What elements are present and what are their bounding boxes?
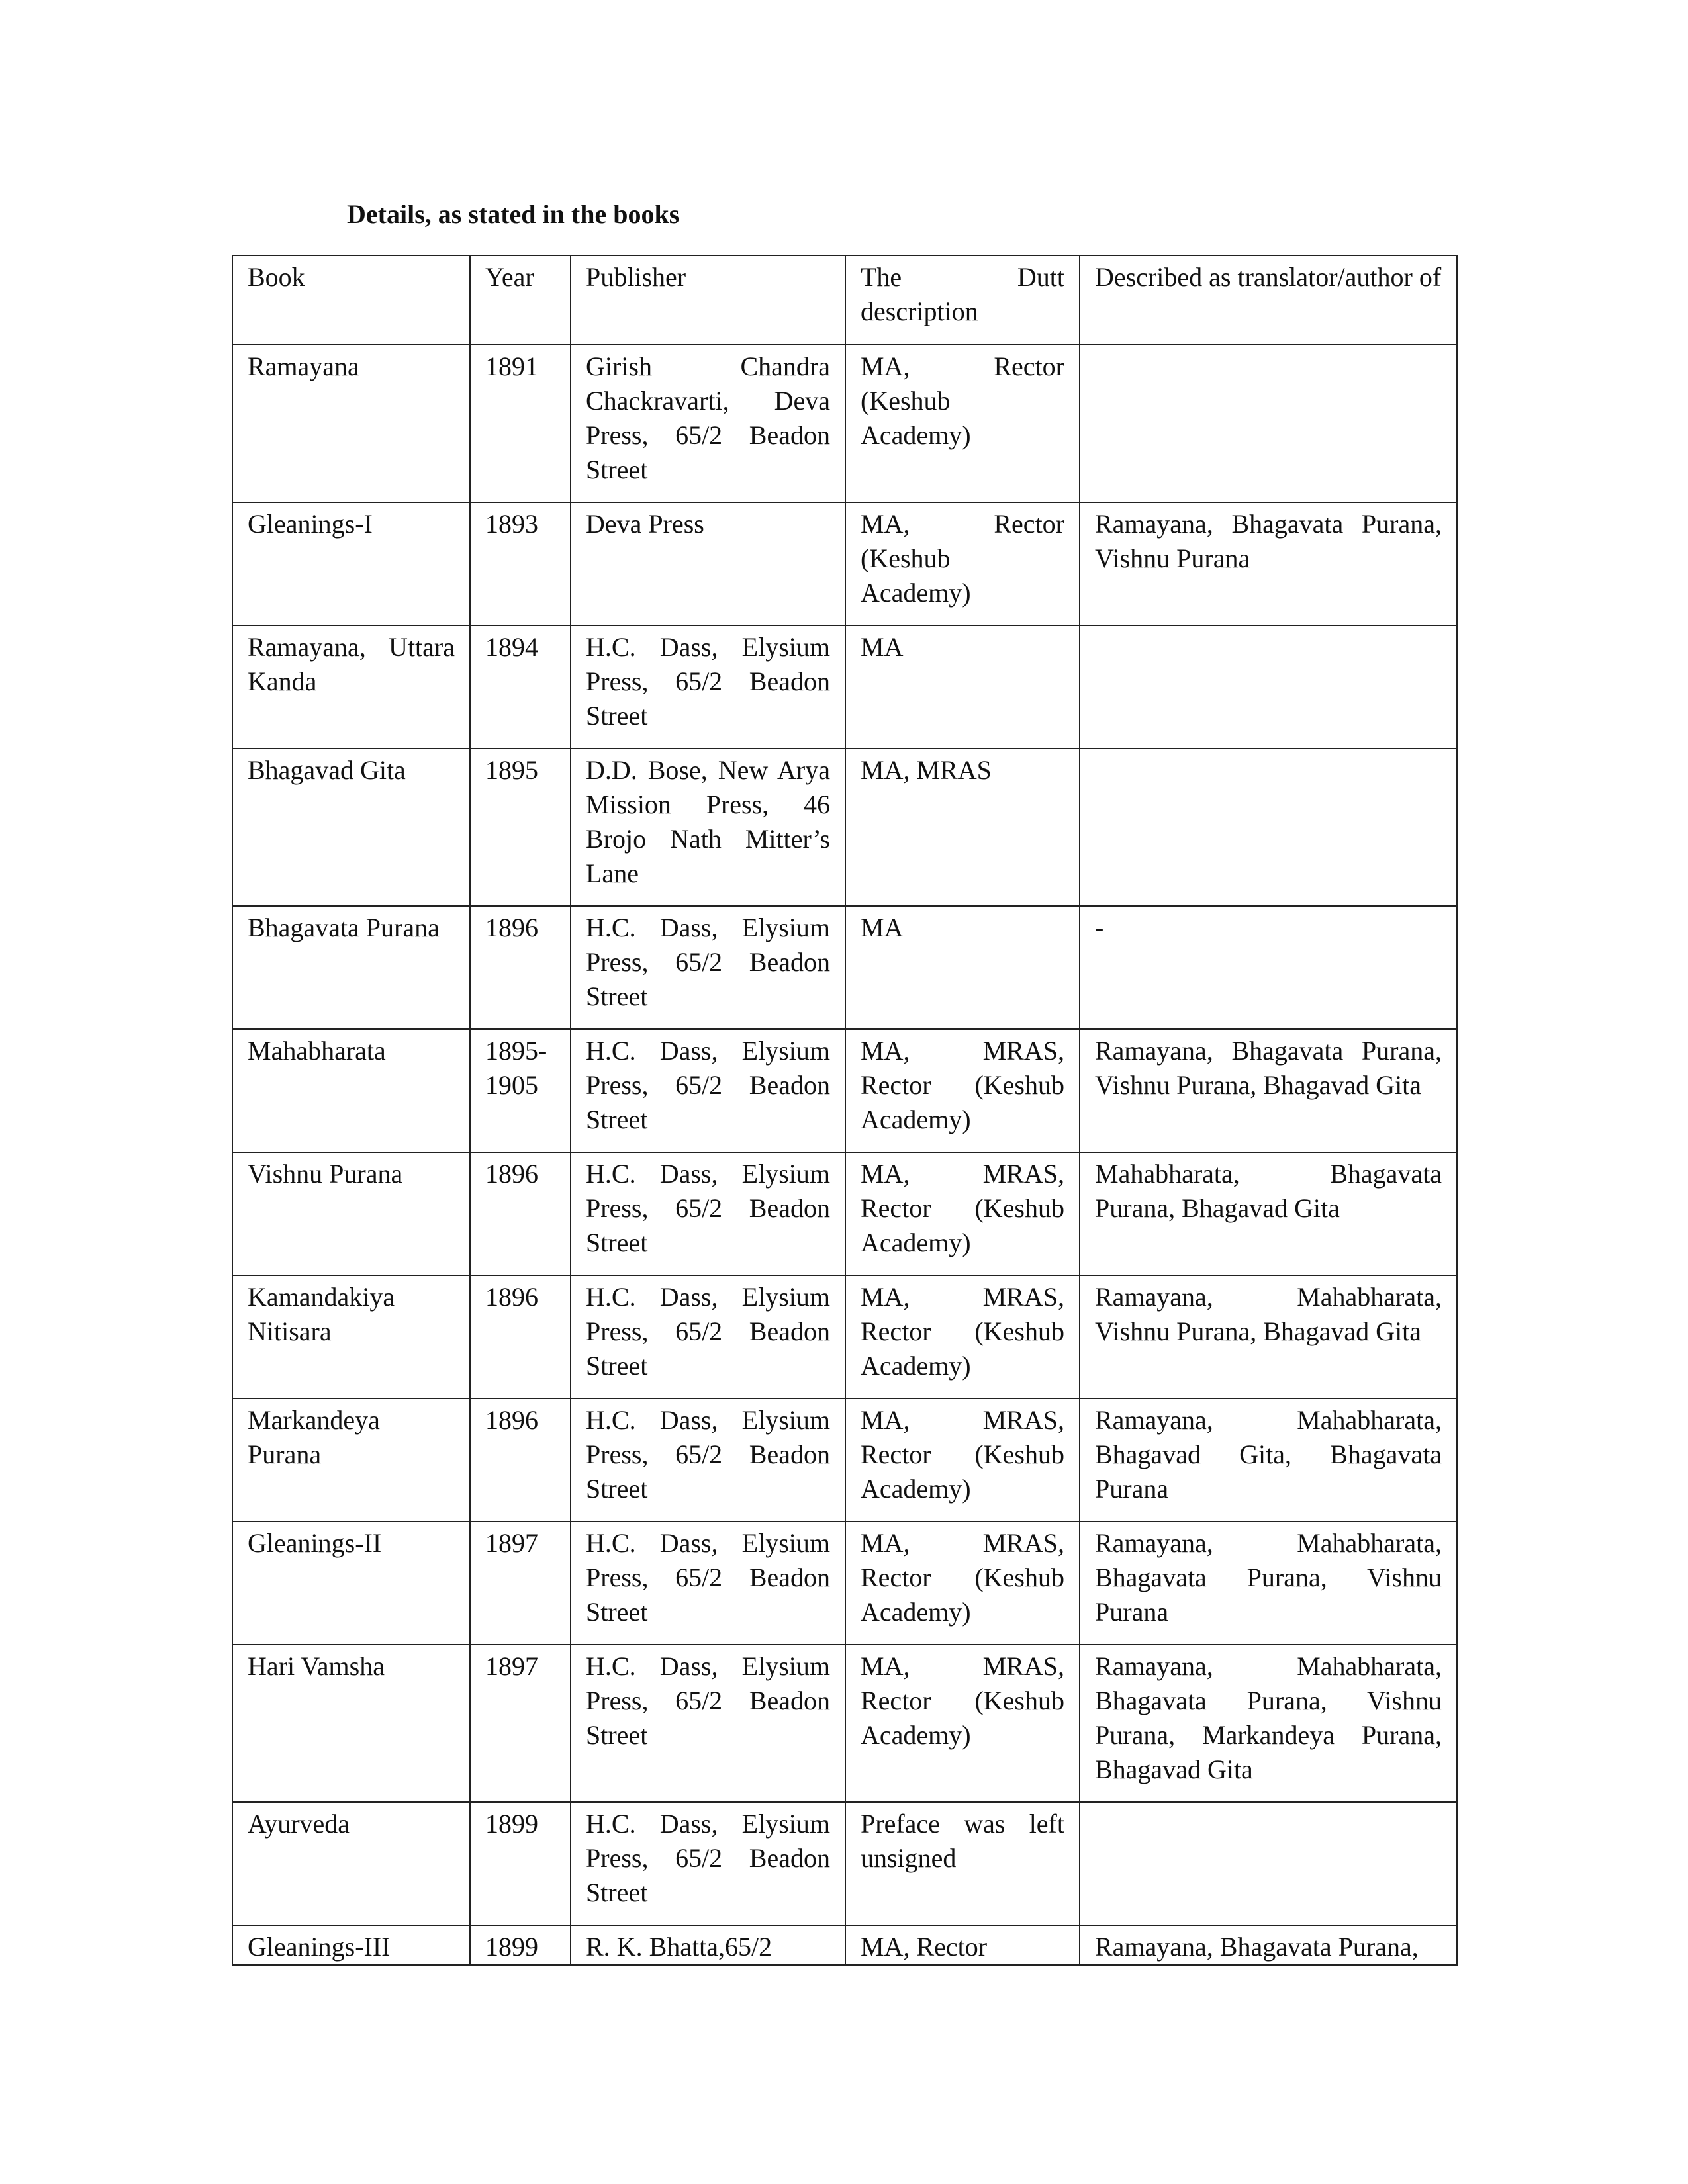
cell-publisher: R. K. Bhatta,65/2 [571,1925,845,1965]
cell-book: Ayurveda [232,1802,470,1925]
cell-year: 1895-1905 [470,1029,571,1152]
header-publisher: Publisher [571,255,845,345]
cell-year: 1897 [470,1522,571,1645]
table-row [232,1275,1457,1398]
cell-year: 1899 [470,1925,571,1965]
table-row [232,345,1457,502]
books-table [232,255,1458,1966]
cell-year: 1896 [470,1398,571,1522]
cell-dutt-description: MA, MRAS [845,749,1080,906]
cell-year: 1896 [470,1152,571,1275]
cell-described-as [1080,625,1457,749]
cell-book: Hari Vamsha [232,1645,470,1802]
cell-year: 1891 [470,345,571,502]
cell-dutt-description: MA, MRAS, Rector (Keshub Academy) [845,1522,1080,1645]
cell-described-as [1080,345,1457,502]
cell-book: Kamandakiya Nitisara [232,1275,470,1398]
table-row [232,906,1457,1029]
cell-book: Bhagavata Purana [232,906,470,1029]
header-year: Year [470,255,571,345]
cell-publisher: H.C. Dass, Elysium Press, 65/2 Beadon Street [571,1029,845,1152]
cell-book: Gleanings-III [232,1925,470,1965]
cell-publisher: Girish Chandra Chackravarti, Deva Press, 65/2 Beadon Street [571,345,845,502]
cell-book: Markandeya Purana [232,1398,470,1522]
cell-dutt-description: MA, MRAS, Rector (Keshub Academy) [845,1645,1080,1802]
cell-described-as: Ramayana, Mahabharata, Bhagavata Purana, Vishnu Purana, Markandeya Purana, Bhagavad Gita [1080,1645,1457,1802]
header-dutt-description: The Dutt description [845,255,1080,345]
cell-publisher: H.C. Dass, Elysium Press, 65/2 Beadon Street [571,1802,845,1925]
cell-dutt-description: MA, Rector (Keshub Academy) [845,345,1080,502]
cell-described-as: Ramayana, Mahabharata, Bhagavata Purana, Vishnu Purana [1080,1522,1457,1645]
table-row [232,1398,1457,1522]
cell-book: Ramayana [232,345,470,502]
cell-described-as: - [1080,906,1457,1029]
cell-dutt-description: MA [845,906,1080,1029]
cell-described-as [1080,1802,1457,1925]
cell-publisher: H.C. Dass, Elysium Press, 65/2 Beadon Street [571,1275,845,1398]
cell-dutt-description: MA, MRAS, Rector (Keshub Academy) [845,1152,1080,1275]
table-row [232,1925,1457,1965]
cell-publisher: H.C. Dass, Elysium Press, 65/2 Beadon Street [571,1645,845,1802]
header-book: Book [232,255,470,345]
cell-publisher: Deva Press [571,502,845,625]
cell-year: 1895 [470,749,571,906]
cell-dutt-description: MA, MRAS, Rector (Keshub Academy) [845,1029,1080,1152]
cell-dutt-description: MA, Rector (Keshub Academy) [845,502,1080,625]
cell-book: Vishnu Purana [232,1152,470,1275]
cell-book: Mahabharata [232,1029,470,1152]
cell-dutt-description: MA, Rector [845,1925,1080,1965]
table-row [232,1645,1457,1802]
table-row [232,1029,1457,1152]
table-row [232,1522,1457,1645]
cell-dutt-description: MA, MRAS, Rector (Keshub Academy) [845,1275,1080,1398]
table-row [232,1802,1457,1925]
cell-dutt-description: MA, MRAS, Rector (Keshub Academy) [845,1398,1080,1522]
table-row [232,625,1457,749]
cell-described-as: Ramayana, Bhagavata Purana, Vishnu Purana [1080,502,1457,625]
cell-described-as: Ramayana, Bhagavata Purana, [1080,1925,1457,1965]
cell-year: 1897 [470,1645,571,1802]
cell-dutt-description: Preface was left unsigned [845,1802,1080,1925]
table-row [232,1152,1457,1275]
table-row [232,502,1457,625]
cell-described-as: Ramayana, Bhagavata Purana, Vishnu Purana, Bhagavad Gita [1080,1029,1457,1152]
cell-publisher: H.C. Dass, Elysium Press, 65/2 Beadon Street [571,1152,845,1275]
cell-year: 1894 [470,625,571,749]
cell-publisher: H.C. Dass, Elysium Press, 65/2 Beadon Street [571,906,845,1029]
cell-described-as: Mahabharata, Bhagavata Purana, Bhagavad Gita [1080,1152,1457,1275]
cell-year: 1893 [470,502,571,625]
cell-described-as [1080,749,1457,906]
cell-year: 1899 [470,1802,571,1925]
cell-described-as: Ramayana, Mahabharata, Vishnu Purana, Bhagavad Gita [1080,1275,1457,1398]
header-described-as: Described as translator/author of [1080,255,1457,345]
cell-publisher: H.C. Dass, Elysium Press, 65/2 Beadon Street [571,1398,845,1522]
cell-described-as: Ramayana, Mahabharata, Bhagavad Gita, Bhagavata Purana [1080,1398,1457,1522]
cell-book: Gleanings-II [232,1522,470,1645]
cell-publisher: H.C. Dass, Elysium Press, 65/2 Beadon Street [571,625,845,749]
cell-book: Gleanings-I [232,502,470,625]
cell-year: 1896 [470,1275,571,1398]
document-title: Details, as stated in the books [347,199,680,229]
cell-publisher: D.D. Bose, New Arya Mission Press, 46 Brojo Nath Mitter’s Lane [571,749,845,906]
cell-publisher: H.C. Dass, Elysium Press, 65/2 Beadon Street [571,1522,845,1645]
table-row [232,749,1457,906]
cell-year: 1896 [470,906,571,1029]
cell-book: Ramayana, Uttara Kanda [232,625,470,749]
cell-book: Bhagavad Gita [232,749,470,906]
cell-dutt-description: MA [845,625,1080,749]
table-header-row [232,255,1457,345]
